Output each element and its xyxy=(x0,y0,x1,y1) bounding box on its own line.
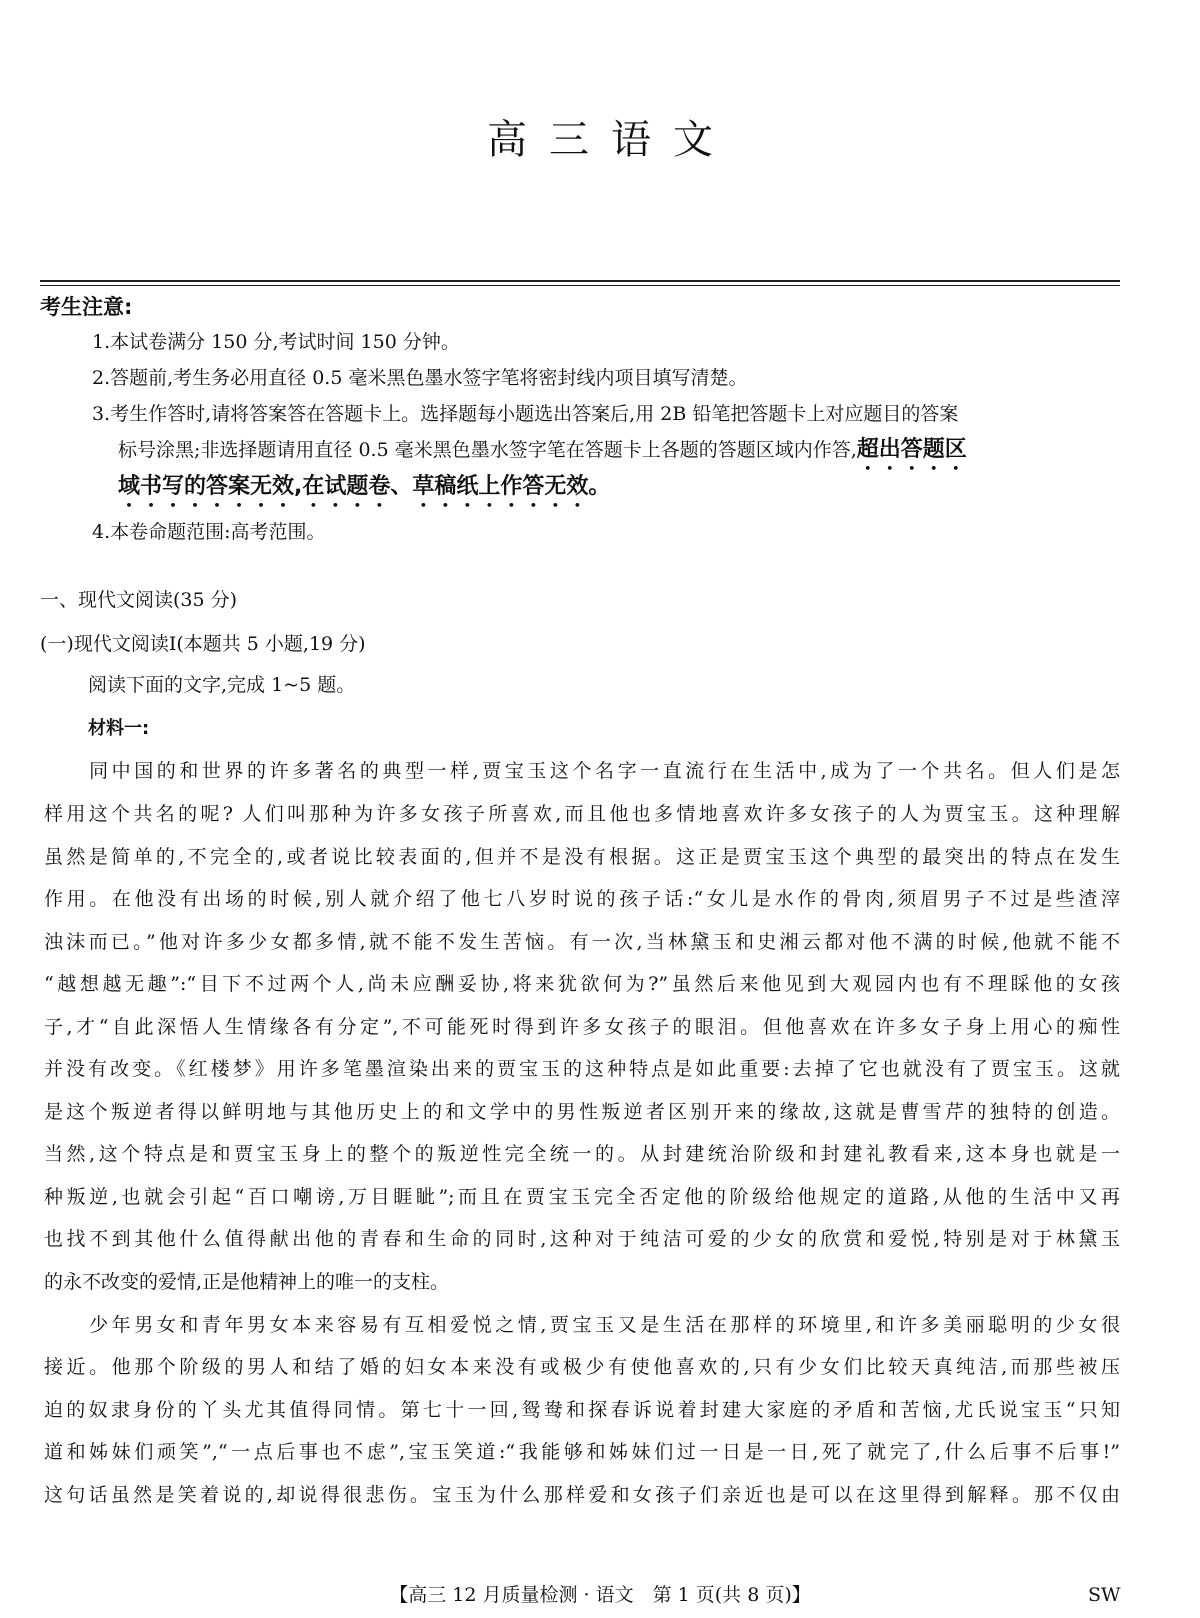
page-title: 高三语文 xyxy=(487,117,735,163)
notice-heading: 考生注意: xyxy=(40,295,133,319)
subsection-heading: (一)现代文阅读Ⅰ(本题共 5 小题,19 分) xyxy=(40,633,366,655)
page-footer: 【高三 12 月质量检测 · 语文 第 1 页(共 8 页)】 xyxy=(389,1584,811,1606)
passage-line: 是这个叛逆者得以鲜明地与其他历史上的和文学中的男性叛逆者区别开来的缘故,这就是曹雪芹的独特的创造。 xyxy=(44,1101,1120,1123)
passage-line: 种叛逆,也就会引起“百口嘲谤,万目睚眦”;而且在贾宝玉完全否定他的阶级给他规定的道路,从他的生活中又再 xyxy=(44,1186,1120,1208)
passage-line: “越想越无趣”:“目下不过两个人,尚未应酬妥协,将来犹欲何为?”虽然后来他见到大观园内也有不理睬他的女孩 xyxy=(44,973,1120,995)
passage-line: 并没有改变。《红楼梦》用许多笔墨渲染出来的贾宝玉的这种特点是如此重要:去掉了它也就没有了贾宝玉。这就 xyxy=(44,1058,1120,1080)
passage-line: 作用。在他没有出场的时候,别人就介绍了他七八岁时说的孩子话:“女儿是水作的骨肉,须眉男子不过是些渣滓 xyxy=(44,888,1120,910)
notice-item-3-line-2 xyxy=(118,433,967,475)
passage-line: 样用这个共名的呢? 人们叫那种为许多女孩子所喜欢,而且他也多情地喜欢许多女孩子的人为贾宝玉。这种理解 xyxy=(44,803,1120,825)
passage-line: 少年男女和青年男女本来容易有互相爱悦之情,贾宝玉又是生活在那样的环境里,和许多美丽聪明的少女很 xyxy=(44,1314,1120,1336)
divider xyxy=(40,285,1120,286)
passage-line: 子,才“自此深悟人生情缘各有分定”,不可能死时得到许多女孩子的眼泪。但他喜欢在许多女子身上用心的痴性 xyxy=(44,1016,1120,1038)
section-heading: 一、现代文阅读(35 分) xyxy=(40,589,238,611)
notice-item-1: 1.本试卷满分 150 分,考试时间 150 分钟。 xyxy=(92,331,460,353)
notice-item-3-line-1: 3.考生作答时,请将答案答在答题卡上。选择题每小题选出答案后,用 2B 铅笔把答题卡上对应题目的答案 xyxy=(92,403,959,425)
passage-line: 接近。他那个阶级的男人和结了婚的妇女本来没有或极少有使他喜欢的,只有少女们比较天真纯洁,而那些被压 xyxy=(44,1356,1120,1378)
notice-emphasis-2: 域书写的答案无效,在试题卷、草稿纸上作答无效。 xyxy=(118,474,611,499)
footer-code: SW xyxy=(1088,1584,1121,1606)
notice-item-3-text: 标号涂黑;非选择题请用直径 0.5 毫米黑色墨水签字笔在答题卡上各题的答题区域内作答, xyxy=(118,439,857,461)
passage-line: 也找不到其他什么值得献出他的青春和生命的同时,这种对于纯洁可爱的少女的欣赏和爱悦,特别是对于林黛玉 xyxy=(44,1228,1120,1250)
passage-line: 这句话虽然是笑着说的,却说得很悲伤。宝玉为什么那样爱和女孩子们亲近也是可以在这里得到解释。那不仅由 xyxy=(44,1484,1120,1506)
passage-line: 道和姊妹们顽笑”,“一点后事也不虑”,宝玉笑道:“我能够和姊妹们过一日是一日,死了就完了,什么后事不后事!” xyxy=(44,1441,1120,1463)
notice-item-4: 4.本卷命题范围:高考范围。 xyxy=(92,521,326,543)
material-label: 材料一: xyxy=(88,718,150,739)
passage-line: 迫的奴隶身份的丫头尤其值得同情。第七十一回,鸳鸯和探春诉说着封建大家庭的矛盾和苦恼,尤氏说宝玉“只知 xyxy=(44,1399,1120,1421)
notice-item-3-line-3 xyxy=(118,470,610,512)
passage-line: 虽然是简单的,不完全的,或者说比较表面的,但并不是没有根据。这正是贾宝玉这个典型的最突出的特点在发生 xyxy=(44,846,1120,868)
notice-item-2: 2.答题前,考生务必用直径 0.5 毫米黑色墨水签字笔将密封线内项目填写清楚。 xyxy=(92,367,748,389)
passage-line: 浊沫而已。”他对许多少女都多情,就不能不发生苦恼。有一次,当林黛玉和史湘云都对他不满的时候,他就不能不 xyxy=(44,931,1120,953)
instruction: 阅读下面的文字,完成 1~5 题。 xyxy=(88,674,356,696)
passage-line: 同中国的和世界的许多著名的典型一样,贾宝玉这个名字一直流行在生活中,成为了一个共名。但人们是怎 xyxy=(44,760,1120,782)
notice-emphasis-1: 超出答题区 xyxy=(856,437,967,462)
divider xyxy=(40,280,1120,282)
passage-line: 当然,这个特点是和贾宝玉身上的整个的叛逆性完全统一的。从封建统治阶级和封建礼教看来,这本身也就是一 xyxy=(44,1143,1120,1165)
passage-line: 的永不改变的爱情,正是他精神上的唯一的支柱。 xyxy=(44,1271,450,1293)
